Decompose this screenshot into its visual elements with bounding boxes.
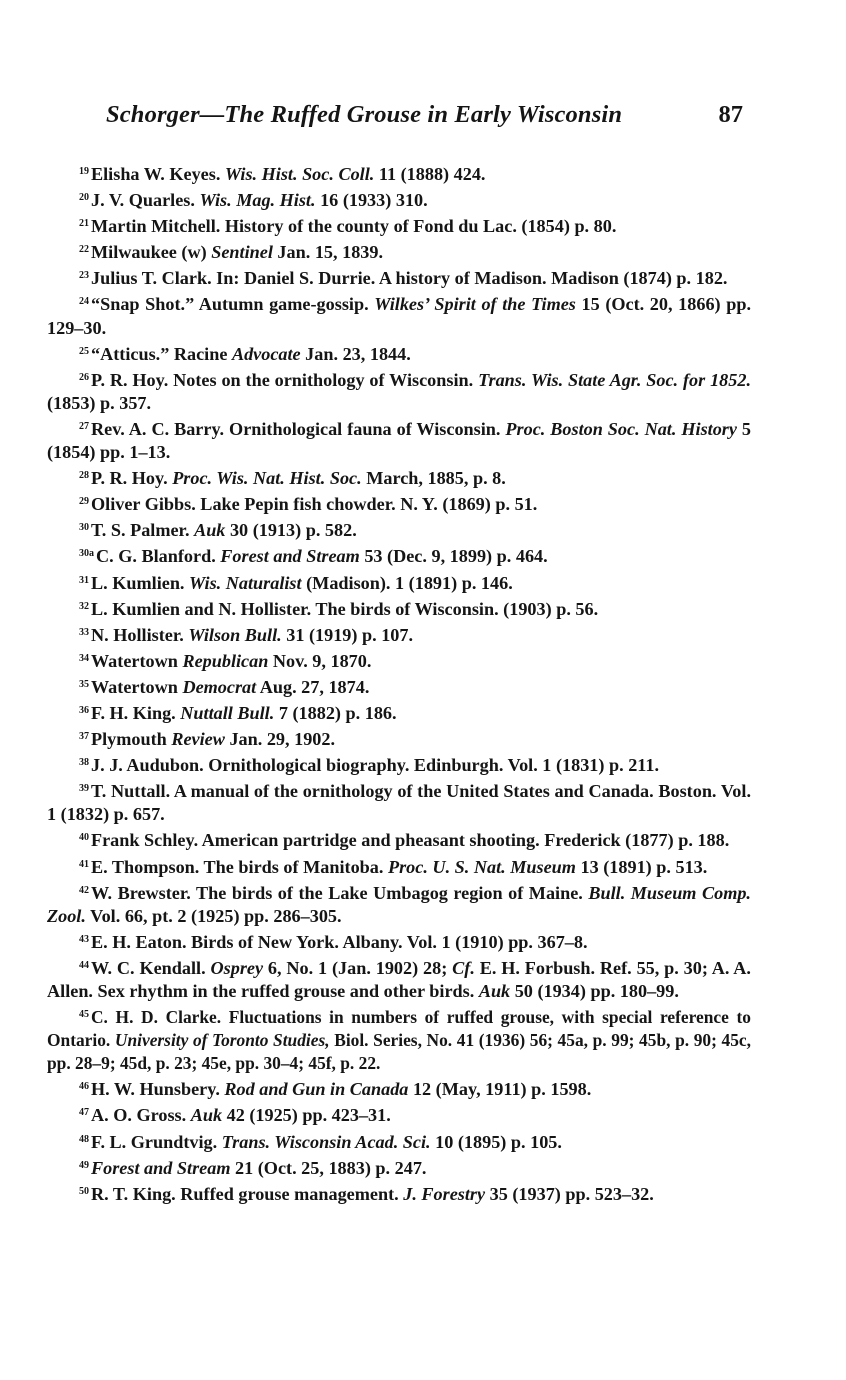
footnote-marker: 44 xyxy=(79,959,89,971)
footnote-text: 30 (1913) p. 582. xyxy=(225,520,357,541)
footnote-marker: 34 xyxy=(79,652,89,664)
footnote xyxy=(47,1180,751,1206)
footnote-marker: 25 xyxy=(79,345,89,357)
footnote-text: 12 (May, 1911) p. 1598. xyxy=(408,1079,592,1100)
citation-title: Trans. Wis. State Agr. Soc. for 1852. xyxy=(478,369,751,390)
footnote-text: H. W. Hunsbery. xyxy=(91,1079,225,1100)
citation-title: Auk xyxy=(194,520,226,541)
footnote xyxy=(47,751,751,777)
footnote-marker: 30a xyxy=(79,548,94,560)
footnote-marker: 27 xyxy=(79,420,89,432)
footnote-text: 16 (1933) 310. xyxy=(315,190,428,211)
citation-title: Wis. Hist. Soc. Coll. xyxy=(224,164,375,184)
footnote-text: J. J. Audubon. Ornithological biography. Edinburgh. Vol. 1 (1831) p. 211. xyxy=(91,755,660,776)
footnote-text: L. Kumlien and N. Hollister. The birds of Wisconsin. (1903) p. 56. xyxy=(91,598,599,619)
footnote-marker: 19 xyxy=(79,166,89,177)
footnote-text: 42 (1925) pp. 423–31. xyxy=(222,1105,391,1126)
footnote-marker: 43 xyxy=(79,933,89,945)
footnote-marker: 49 xyxy=(79,1159,89,1171)
footnote-marker: 37 xyxy=(79,731,89,743)
footnote-marker: 21 xyxy=(79,218,89,230)
footnote-text: T. Nuttall. A manual of the ornithology of the United States and Canada. Boston. Vol. 1 (1832) p. 657. xyxy=(47,781,751,825)
footnote-text: T. S. Palmer. xyxy=(91,520,195,541)
footnote xyxy=(47,516,751,542)
footnote xyxy=(47,290,751,339)
footnote-text: 50 (1934) pp. 180–99. xyxy=(510,981,679,1001)
footnote xyxy=(47,238,751,264)
footnote xyxy=(47,212,751,238)
footnote-text: Jan. 29, 1902. xyxy=(224,729,336,750)
footnote-marker: 20 xyxy=(79,192,89,204)
footnote xyxy=(47,569,751,595)
footnote xyxy=(47,264,751,290)
footnote-text: 21 (Oct. 25, 1883) p. 247. xyxy=(230,1157,427,1178)
footnote-text: E. Thompson. The birds of Manitoba. xyxy=(91,856,388,877)
footnote xyxy=(47,160,751,186)
footnote-text: W. C. Kendall. xyxy=(91,957,211,978)
footnote-text: A. O. Gross. xyxy=(91,1105,191,1126)
footnote-text: J. V. Quarles. xyxy=(91,190,200,211)
citation-title: Wis. Naturalist xyxy=(189,572,302,593)
footnote-marker: 28 xyxy=(79,470,89,482)
footnote-text: Jan. 15, 1839. xyxy=(272,242,384,263)
footnote-text: L. Kumlien. xyxy=(91,572,190,593)
footnote-text: C. H. D. Clarke. Fluctuations in numbers of ruffed grouse, with special reference to Ontario. xyxy=(47,1007,751,1051)
citation-title: Sentinel xyxy=(211,242,273,263)
footnote xyxy=(47,777,751,826)
footnote-marker: 35 xyxy=(79,678,89,690)
citation-title: University of Toronto Studies, xyxy=(114,1030,330,1051)
footnote-text: “Snap Shot.” Autumn game-gossip. xyxy=(91,294,375,315)
footnote-text: Biol. Series, No. 41 (1936) 56; 45a, p. 99; 45b, p. 90; 45c, pp. 28–9; 45d, p. 23; 45e, pp. 30–4; 45f, p. 22. xyxy=(47,1030,751,1074)
footnote-text: Aug. 27, 1874. xyxy=(256,676,370,697)
footnote-marker: 40 xyxy=(79,832,89,844)
citation-title: Bull. Museum Comp. Zool. xyxy=(47,882,751,926)
footnote-text: Jan. 23, 1844. xyxy=(300,343,411,364)
footnote xyxy=(47,1154,751,1180)
footnote xyxy=(47,1075,751,1101)
footnote-marker: 50 xyxy=(79,1185,89,1197)
footnote-text: Milwaukee (w) xyxy=(91,242,212,263)
footnote-marker: 46 xyxy=(79,1081,89,1093)
footnote-text: March, 1885, p. 8. xyxy=(361,468,506,489)
footnote-text: 7 (1882) p. 186. xyxy=(274,702,397,723)
citation-title: Nuttall Bull. xyxy=(180,702,275,723)
footnote xyxy=(47,464,751,490)
citation-title: Proc. U. S. Nat. Museum xyxy=(387,856,576,877)
footnote xyxy=(47,826,751,852)
footnote xyxy=(47,1101,751,1127)
footnote-text: (1853) p. 357. xyxy=(47,392,152,413)
citation-title: Wilson Bull. xyxy=(188,624,282,645)
footnote-marker: 39 xyxy=(79,783,89,795)
footnote-text: “Atticus.” Racine xyxy=(91,343,232,364)
citation-title: Wis. Mag. Hist. xyxy=(199,190,316,211)
footnote xyxy=(47,1003,751,1075)
footnote-text: N. Hollister. xyxy=(91,624,189,645)
footnote xyxy=(47,699,751,725)
citation-title: Advocate xyxy=(231,343,301,364)
footnote xyxy=(47,595,751,621)
footnote-text: Rev. A. C. Barry. Ornithological fauna of Wisconsin. xyxy=(91,418,506,439)
footnote-text: C. G. Blanford. xyxy=(96,546,221,567)
footnote xyxy=(47,853,751,879)
footnote xyxy=(47,928,751,954)
citation-title: Cf. xyxy=(452,957,475,978)
page-number: 87 xyxy=(718,101,743,128)
footnote-marker: 48 xyxy=(79,1133,89,1145)
footnote-marker: 38 xyxy=(79,757,89,769)
footnote-text: W. Brewster. The birds of the Lake Umbagog region of Maine. xyxy=(91,882,589,903)
footnote-marker: 36 xyxy=(79,704,89,716)
footnote-marker: 41 xyxy=(79,858,89,870)
citation-title: Wilkes’ Spirit of the Times xyxy=(374,294,576,315)
footnote-marker: 26 xyxy=(79,371,89,383)
footnote-marker: 45 xyxy=(79,1009,89,1021)
footnote-marker: 47 xyxy=(79,1107,89,1119)
footnote-text: 13 (1891) p. 513. xyxy=(575,856,708,877)
footnote-marker: 29 xyxy=(79,496,89,508)
footnote-marker: 32 xyxy=(79,600,89,612)
footnote-text: 6, No. 1 (Jan. 1902) 28; xyxy=(263,957,453,978)
footnote-text: Watertown xyxy=(91,650,183,671)
footnote-text: 11 (1888) 424. xyxy=(374,164,486,184)
footnote-text: Plymouth xyxy=(91,729,172,750)
footnote-marker: 22 xyxy=(79,244,89,256)
citation-title: Trans. Wisconsin Acad. Sci. xyxy=(221,1131,431,1152)
footnote-text: P. R. Hoy. Notes on the ornithology of Wisconsin. xyxy=(91,369,479,390)
footnote xyxy=(47,490,751,516)
citation-title: Democrat xyxy=(182,676,257,697)
citation-title: Osprey xyxy=(210,957,264,978)
footnote-text: Martin Mitchell. History of the county of Fond du Lac. (1854) p. 80. xyxy=(91,216,617,237)
footnote-text: P. R. Hoy. xyxy=(91,468,173,489)
footnote-marker: 31 xyxy=(79,574,89,586)
footnote xyxy=(47,542,751,568)
footnote-text: Frank Schley. American partridge and pheasant shooting. Frederick (1877) p. 188. xyxy=(91,830,730,851)
footnote-text: 35 (1937) pp. 523–32. xyxy=(485,1183,654,1204)
footnote-marker: 24 xyxy=(79,296,89,308)
footnote-text: Watertown xyxy=(91,676,183,697)
footnote-text: Elisha W. Keyes. xyxy=(91,164,225,184)
footnote xyxy=(47,186,751,212)
citation-title: J. Forestry xyxy=(403,1183,486,1204)
citation-title: Republican xyxy=(182,650,269,671)
footnote-marker: 23 xyxy=(79,270,89,282)
citation-title: Forest and Stream xyxy=(91,1157,231,1178)
footnote xyxy=(47,1128,751,1154)
footnote-marker: 42 xyxy=(79,884,89,896)
footnote-text: E. H. Eaton. Birds of New York. Albany. Vol. 1 (1910) pp. 367–8. xyxy=(91,931,588,952)
footnote xyxy=(47,647,751,673)
footnotes-list xyxy=(47,160,751,1206)
citation-title: Auk xyxy=(478,981,511,1001)
footnote-text: F. H. King. xyxy=(91,702,181,723)
running-header xyxy=(106,101,746,135)
footnote xyxy=(47,673,751,699)
footnote-marker: 30 xyxy=(79,522,89,534)
footnote xyxy=(47,725,751,751)
footnote-text: Nov. 9, 1870. xyxy=(268,650,372,671)
footnote xyxy=(47,366,751,415)
footnote-text: Oliver Gibbs. Lake Pepin fish chowder. N. Y. (1869) p. 51. xyxy=(91,494,538,515)
citation-title: Rod and Gun in Canada xyxy=(224,1079,409,1100)
citation-title: Proc. Boston Soc. Nat. History xyxy=(505,418,737,439)
footnote-text: 10 (1895) p. 105. xyxy=(430,1131,562,1152)
footnote xyxy=(47,621,751,647)
footnote xyxy=(47,879,751,928)
footnote xyxy=(47,954,751,1003)
footnote-text: Julius T. Clark. In: Daniel S. Durrie. A history of Madison. Madison (1874) p. 182. xyxy=(91,268,728,289)
footnote-text: R. T. King. Ruffed grouse management. xyxy=(91,1183,404,1204)
footnote-text: 53 (Dec. 9, 1899) p. 464. xyxy=(359,546,548,567)
footnote-text: Vol. 66, pt. 2 (1925) pp. 286–305. xyxy=(85,905,342,926)
citation-title: Forest and Stream xyxy=(220,546,360,567)
citation-title: Auk xyxy=(190,1105,223,1126)
footnote-marker: 33 xyxy=(79,626,89,638)
footnote-text: F. L. Grundtvig. xyxy=(91,1131,222,1152)
footnote-text: E. H. Forbush. Ref. 55, p. 30; A. A. Allen. Sex rhythm in the ruffed grouse and other birds. xyxy=(47,957,751,1001)
footnote xyxy=(47,415,751,464)
citation-title: Proc. Wis. Nat. Hist. Soc. xyxy=(172,468,362,489)
running-title: Schorger—The Ruffed Grouse in Early Wisconsin xyxy=(106,101,623,128)
citation-title: Review xyxy=(171,729,225,750)
footnote-text: 31 (1919) p. 107. xyxy=(281,624,414,645)
footnote-text: (Madison). 1 (1891) p. 146. xyxy=(301,572,513,593)
footnote xyxy=(47,340,751,366)
footnote-text: 15 (Oct. 20, 1866) pp. 129–30. xyxy=(47,294,751,338)
footnote-text: 5 (1854) pp. 1–13. xyxy=(47,418,752,463)
